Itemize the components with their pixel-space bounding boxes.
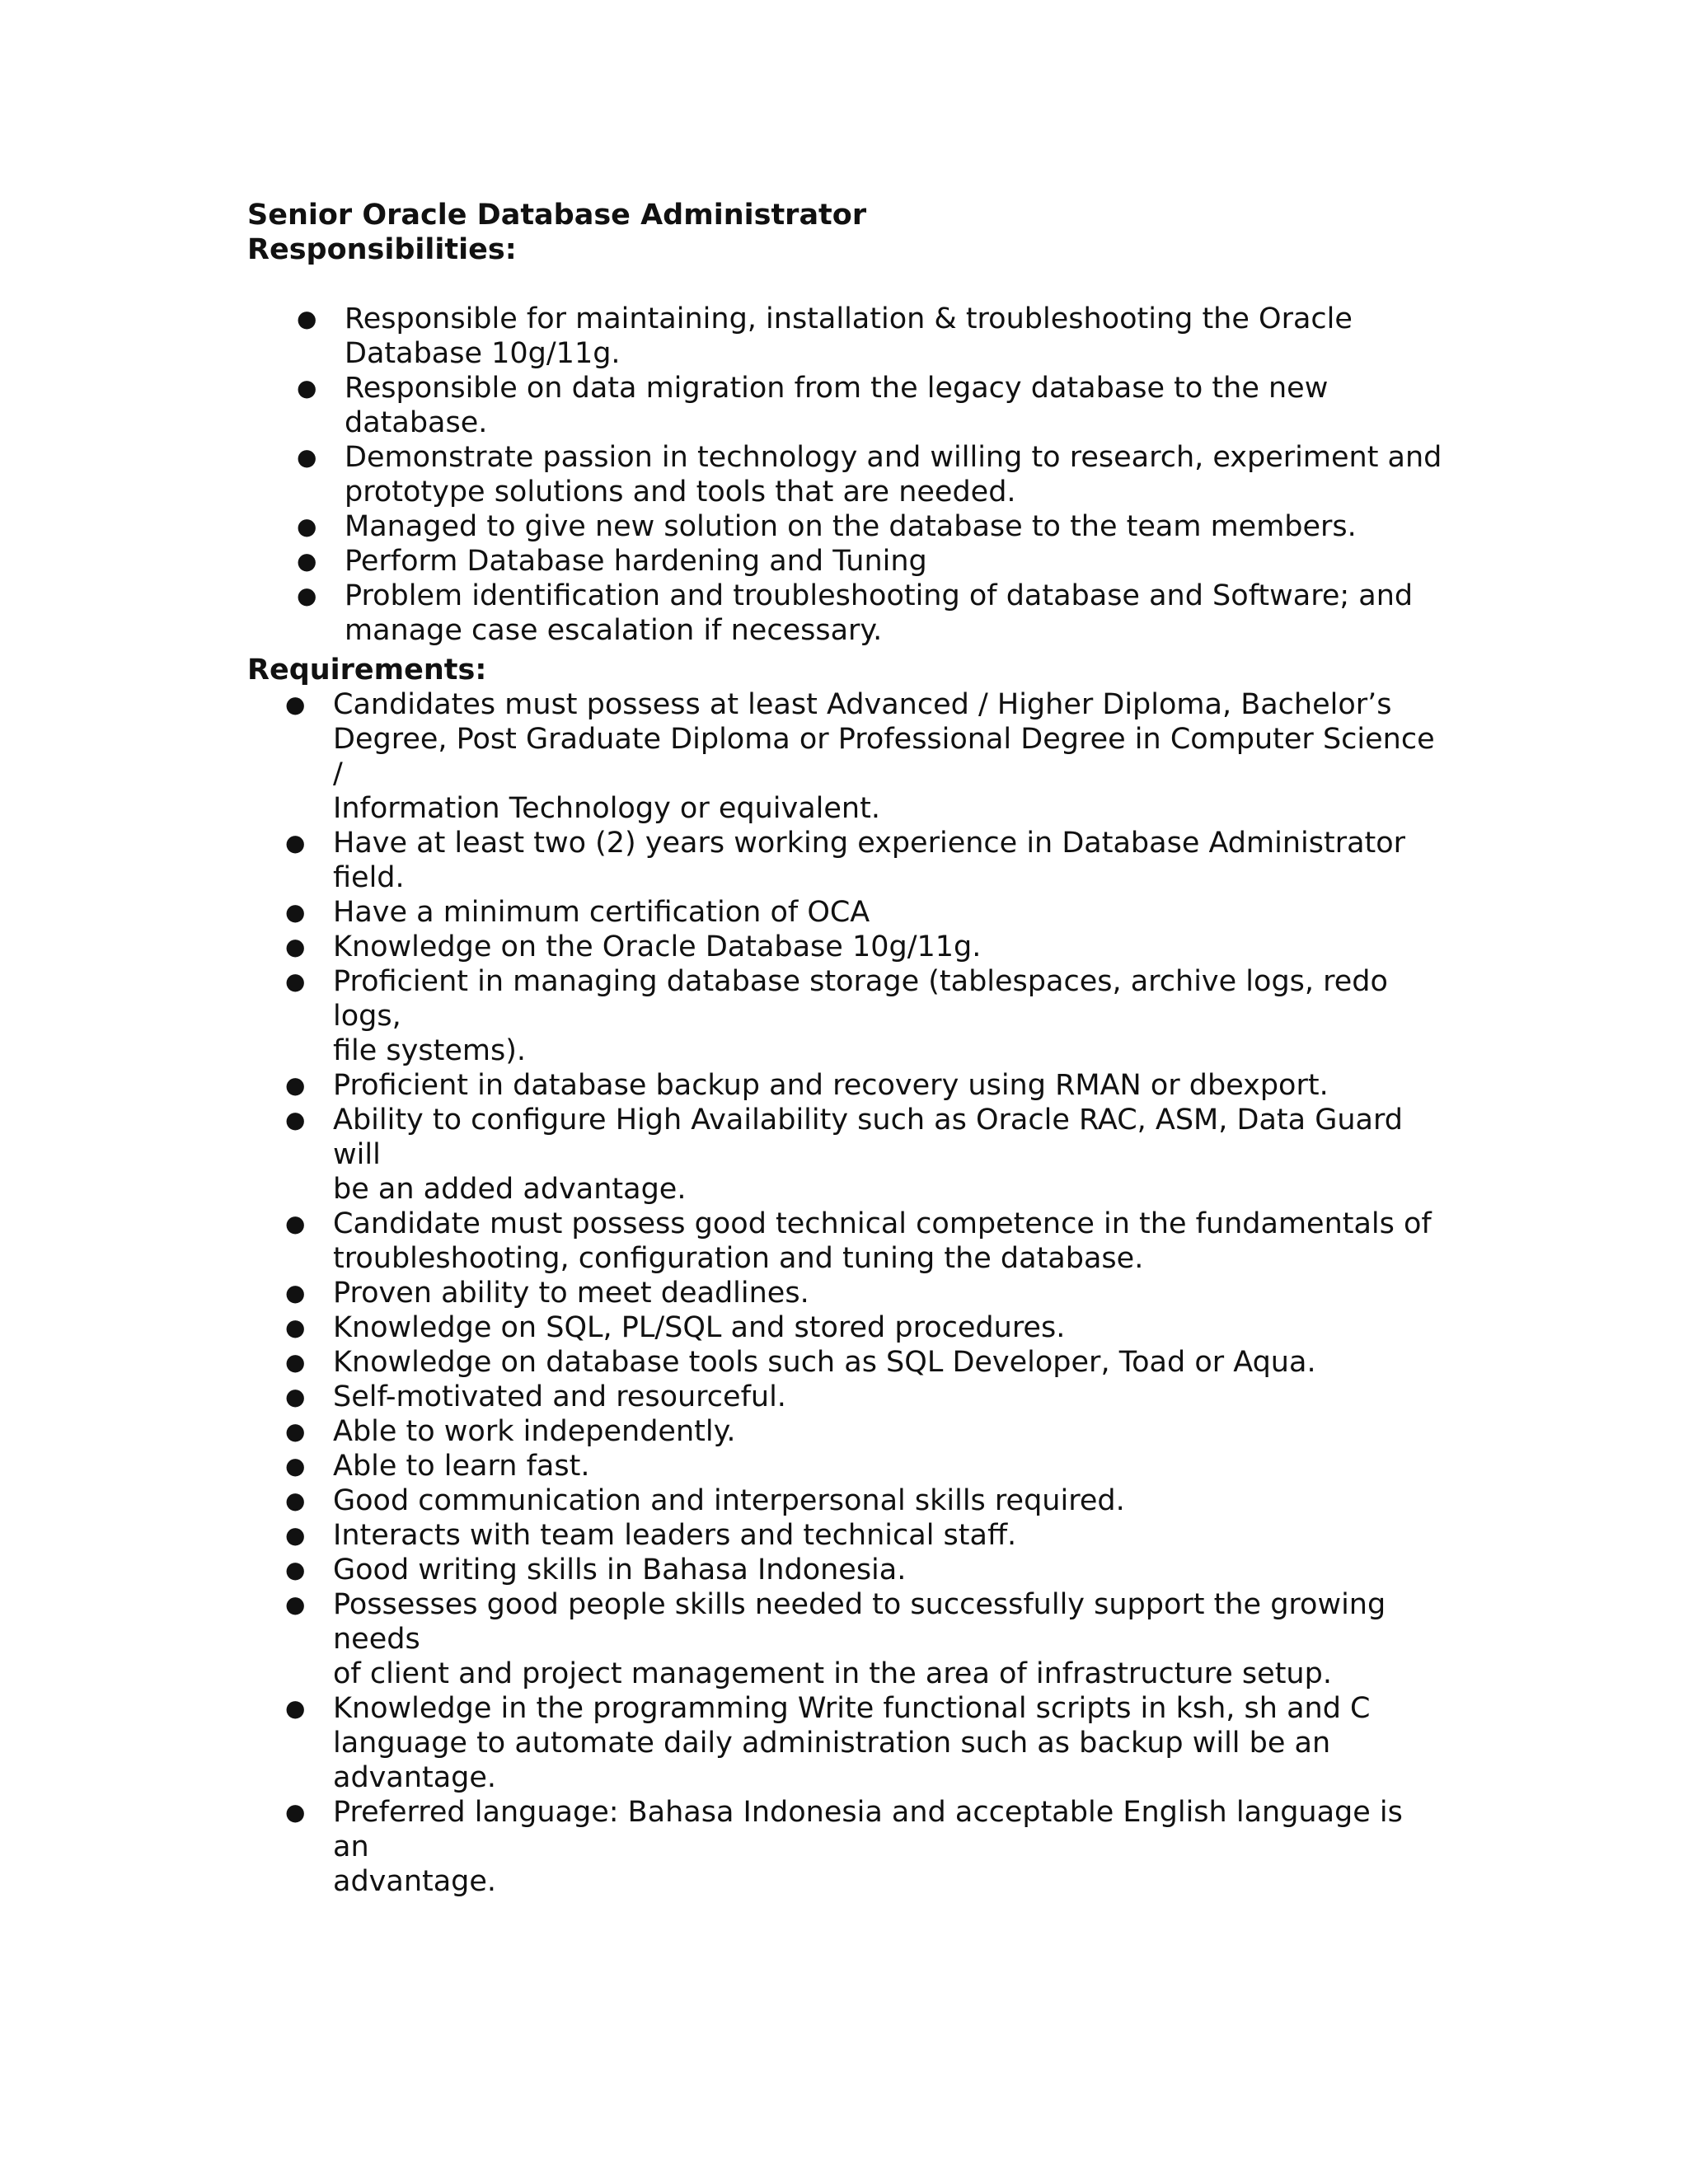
bullet-icon: ● bbox=[285, 1694, 306, 1722]
requirement-text: Proven ability to meet deadlines. bbox=[333, 1277, 809, 1310]
bullet-icon: ● bbox=[297, 443, 317, 471]
requirement-text: Ability to configure High Availability such as Oracle RAC, ASM, Data Guard will be an added advantage. bbox=[333, 1104, 1403, 1206]
bullet-icon: ● bbox=[285, 933, 306, 960]
responsibility-text: Responsible on data migration from the legacy database to the new database. bbox=[345, 372, 1329, 439]
bullet-icon: ● bbox=[285, 1106, 306, 1133]
bullet-icon: ● bbox=[285, 1071, 306, 1099]
requirement-item bbox=[279, 1483, 1441, 1518]
responsibility-text: Managed to give new solution on the database to the team members. bbox=[345, 510, 1357, 543]
requirement-item bbox=[279, 1103, 1441, 1207]
bullet-icon: ● bbox=[285, 1556, 306, 1583]
bullet-icon: ● bbox=[285, 1591, 306, 1618]
requirement-text: Self-motivated and resourceful. bbox=[333, 1380, 786, 1413]
requirement-item bbox=[279, 1310, 1441, 1345]
bullet-icon: ● bbox=[285, 968, 306, 995]
requirement-item bbox=[279, 1414, 1441, 1449]
requirement-text: Proficient in database backup and recovery using RMAN or dbexport. bbox=[333, 1069, 1329, 1102]
requirement-item bbox=[279, 895, 1441, 930]
requirement-text: Candidate must possess good technical competence in the fundamentals of troubleshooting, configuration and tuning the database. bbox=[333, 1207, 1432, 1275]
responsibility-item bbox=[290, 302, 1444, 371]
requirement-item bbox=[279, 687, 1441, 826]
bullet-icon: ● bbox=[285, 898, 306, 926]
bullet-icon: ● bbox=[285, 1452, 306, 1479]
requirement-item bbox=[279, 964, 1441, 1068]
responsibilities-list bbox=[290, 302, 1444, 648]
requirement-item bbox=[279, 1518, 1441, 1553]
requirement-text: Preferred language: Bahasa Indonesia and acceptable English language is an advantage. bbox=[333, 1796, 1403, 1898]
requirement-item bbox=[279, 826, 1441, 895]
requirement-text: Candidates must possess at least Advanced / Higher Diploma, Bachelor’s Degree, Post Graduate Diploma or Professional Degree in Computer Science / Information Technology or equivalent. bbox=[333, 688, 1435, 825]
responsibility-item bbox=[290, 579, 1444, 648]
responsibility-item bbox=[290, 509, 1444, 544]
bullet-icon: ● bbox=[285, 1348, 306, 1376]
requirement-text: Knowledge on database tools such as SQL Developer, Toad or Aqua. bbox=[333, 1346, 1316, 1379]
responsibility-text: Problem identification and troubleshooting of database and Software; and manage case escalation if necessary. bbox=[345, 579, 1414, 647]
responsibility-item bbox=[290, 440, 1444, 509]
requirement-text: Knowledge in the programming Write functional scripts in ksh, sh and C language to automate daily administration such as backup will be an advantage. bbox=[333, 1692, 1371, 1794]
bullet-icon: ● bbox=[285, 1279, 306, 1306]
bullet-icon: ● bbox=[297, 305, 317, 332]
requirement-text: Able to learn fast. bbox=[333, 1450, 590, 1483]
requirement-text: Able to work independently. bbox=[333, 1415, 736, 1448]
requirement-text: Good writing skills in Bahasa Indonesia. bbox=[333, 1554, 907, 1586]
bullet-icon: ● bbox=[285, 1210, 306, 1237]
requirement-item bbox=[279, 1068, 1441, 1103]
requirement-item bbox=[279, 1795, 1441, 1899]
bullet-icon: ● bbox=[285, 1383, 306, 1410]
responsibility-text: Perform Database hardening and Tuning bbox=[345, 545, 927, 578]
requirement-item bbox=[279, 1345, 1441, 1380]
responsibility-item bbox=[290, 544, 1444, 579]
bullet-icon: ● bbox=[285, 1418, 306, 1445]
requirement-text: Proficient in managing database storage (tablespaces, archive logs, redo logs, file systems). bbox=[333, 965, 1388, 1067]
bullet-icon: ● bbox=[297, 547, 317, 574]
requirements-list bbox=[279, 687, 1441, 1899]
requirement-item bbox=[279, 1691, 1441, 1795]
bullet-icon: ● bbox=[285, 1521, 306, 1549]
requirement-text: Have at least two (2) years working experience in Database Administrator field. bbox=[333, 827, 1406, 894]
requirement-item bbox=[279, 1380, 1441, 1414]
requirement-text: Knowledge on SQL, PL/SQL and stored procedures. bbox=[333, 1311, 1066, 1344]
requirement-text: Have a minimum certification of OCA bbox=[333, 896, 870, 929]
requirement-text: Interacts with team leaders and technical staff. bbox=[333, 1519, 1017, 1552]
requirement-text: Possesses good people skills needed to successfully support the growing needs of client and project management in the area of infrastructure setup. bbox=[333, 1588, 1386, 1690]
requirement-item bbox=[279, 1276, 1441, 1310]
responsibility-text: Demonstrate passion in technology and willing to research, experiment and prototype solutions and tools that are needed. bbox=[345, 441, 1442, 509]
requirement-item bbox=[279, 1553, 1441, 1587]
bullet-icon: ● bbox=[285, 1798, 306, 1825]
bullet-icon: ● bbox=[285, 1314, 306, 1341]
requirement-text: Knowledge on the Oracle Database 10g/11g. bbox=[333, 930, 982, 963]
bullet-icon: ● bbox=[297, 582, 317, 609]
requirement-item bbox=[279, 930, 1441, 964]
responsibility-text: Responsible for maintaining, installation & troubleshooting the Oracle Database 10g/11g. bbox=[345, 302, 1353, 370]
responsibility-item bbox=[290, 371, 1444, 440]
requirement-item bbox=[279, 1449, 1441, 1483]
bullet-icon: ● bbox=[297, 374, 317, 401]
bullet-icon: ● bbox=[297, 513, 317, 540]
requirements-heading: Requirements: bbox=[247, 654, 487, 687]
bullet-icon: ● bbox=[285, 691, 306, 718]
requirement-text: Good communication and interpersonal skills required. bbox=[333, 1484, 1125, 1517]
bullet-icon: ● bbox=[285, 1487, 306, 1514]
requirement-item bbox=[279, 1587, 1441, 1691]
job-title: Senior Oracle Database Administrator bbox=[247, 199, 867, 232]
requirement-item bbox=[279, 1207, 1441, 1276]
responsibilities-heading: Responsibilities: bbox=[247, 233, 517, 266]
bullet-icon: ● bbox=[285, 829, 306, 856]
